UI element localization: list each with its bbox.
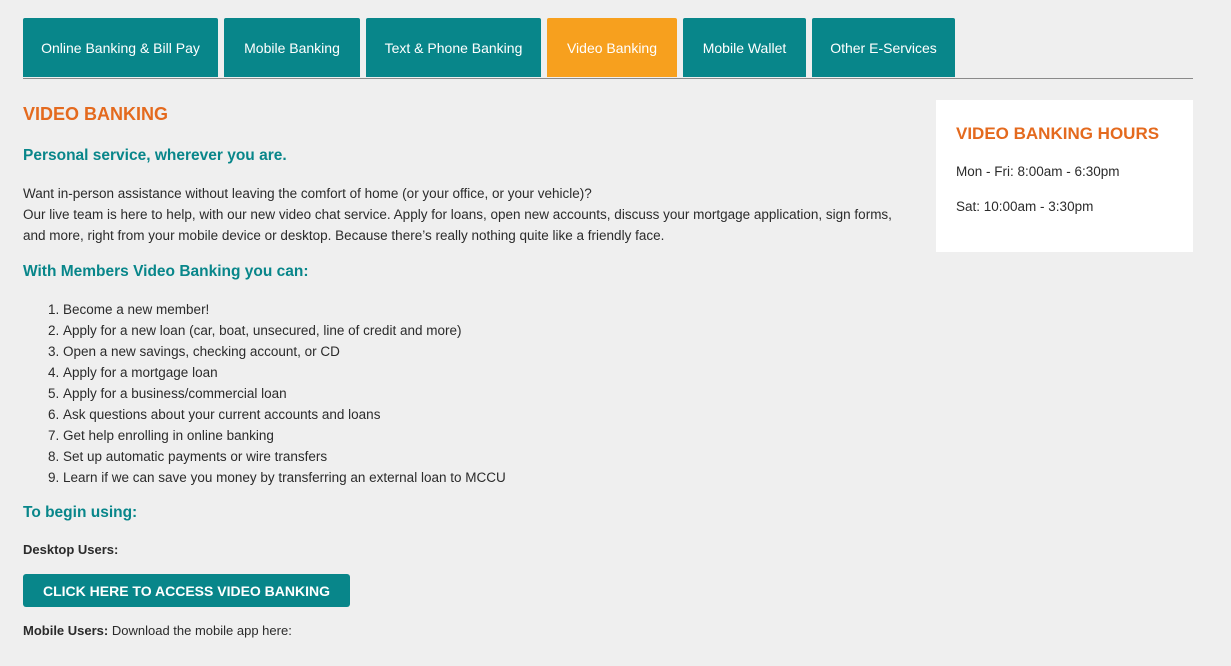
- tab-mobile-wallet[interactable]: Mobile Wallet: [683, 18, 806, 77]
- list-item: 4. Apply for a mortgage loan: [63, 362, 893, 383]
- mobile-users-line: [23, 622, 893, 640]
- features-list: [63, 299, 893, 488]
- intro-line-2: Our live team is here to help, with our new video chat service. Apply for loans, open new accounts, discuss your mortgage application, sign forms, and more, right from your mobile device or desktop. Because there’s really nothing quite like a friendly face.: [23, 207, 892, 243]
- list-item: 5. Apply for a business/commercial loan: [63, 383, 893, 404]
- hours-weekday: Mon - Fri: 8:00am - 6:30pm: [956, 164, 1120, 179]
- video-banking-hours-card: [936, 100, 1193, 252]
- tab-text-phone-banking[interactable]: Text & Phone Banking: [366, 18, 541, 77]
- tab-online-banking-bill-pay[interactable]: Online Banking & Bill Pay: [23, 18, 218, 77]
- hours-saturday: Sat: 10:00am - 3:30pm: [956, 199, 1094, 214]
- list-item: 2. Apply for a new loan (car, boat, unsecured, line of credit and more): [63, 320, 893, 341]
- list-item: 9. Learn if we can save you money by transferring an external loan to MCCU: [63, 467, 893, 488]
- video-banking-content: [23, 100, 893, 640]
- list-item: 8. Set up automatic payments or wire transfers: [63, 446, 893, 467]
- begin-heading: To begin using:: [23, 504, 138, 521]
- features-heading: With Members Video Banking you can:: [23, 263, 309, 280]
- mobile-users-label: Mobile Users:: [23, 623, 109, 638]
- intro-line-1: Want in-person assistance without leaving the comfort of home (or your office, or your vehicle)?: [23, 186, 592, 201]
- tab-mobile-banking[interactable]: Mobile Banking: [224, 18, 360, 77]
- intro-paragraph: [23, 183, 893, 246]
- tab-other-e-services[interactable]: Other E-Services: [812, 18, 955, 77]
- tab-divider: [23, 78, 1193, 79]
- hours-title: VIDEO BANKING HOURS: [956, 124, 1160, 143]
- access-video-banking-button[interactable]: CLICK HERE TO ACCESS VIDEO BANKING: [23, 574, 350, 607]
- list-item: 3. Open a new savings, checking account, or CD: [63, 341, 893, 362]
- services-tab-bar: [23, 18, 955, 77]
- desktop-users-text: Desktop Users:: [23, 542, 119, 557]
- tab-video-banking[interactable]: Video Banking: [547, 18, 677, 77]
- desktop-users-label: [23, 541, 893, 559]
- list-item: 1. Become a new member!: [63, 299, 893, 320]
- mobile-users-text: Download the mobile app here:: [108, 623, 292, 638]
- list-item: 7. Get help enrolling in online banking: [63, 425, 893, 446]
- page-title: VIDEO BANKING: [23, 104, 169, 124]
- tagline-heading: Personal service, wherever you are.: [23, 147, 287, 164]
- list-item: 6. Ask questions about your current accounts and loans: [63, 404, 893, 425]
